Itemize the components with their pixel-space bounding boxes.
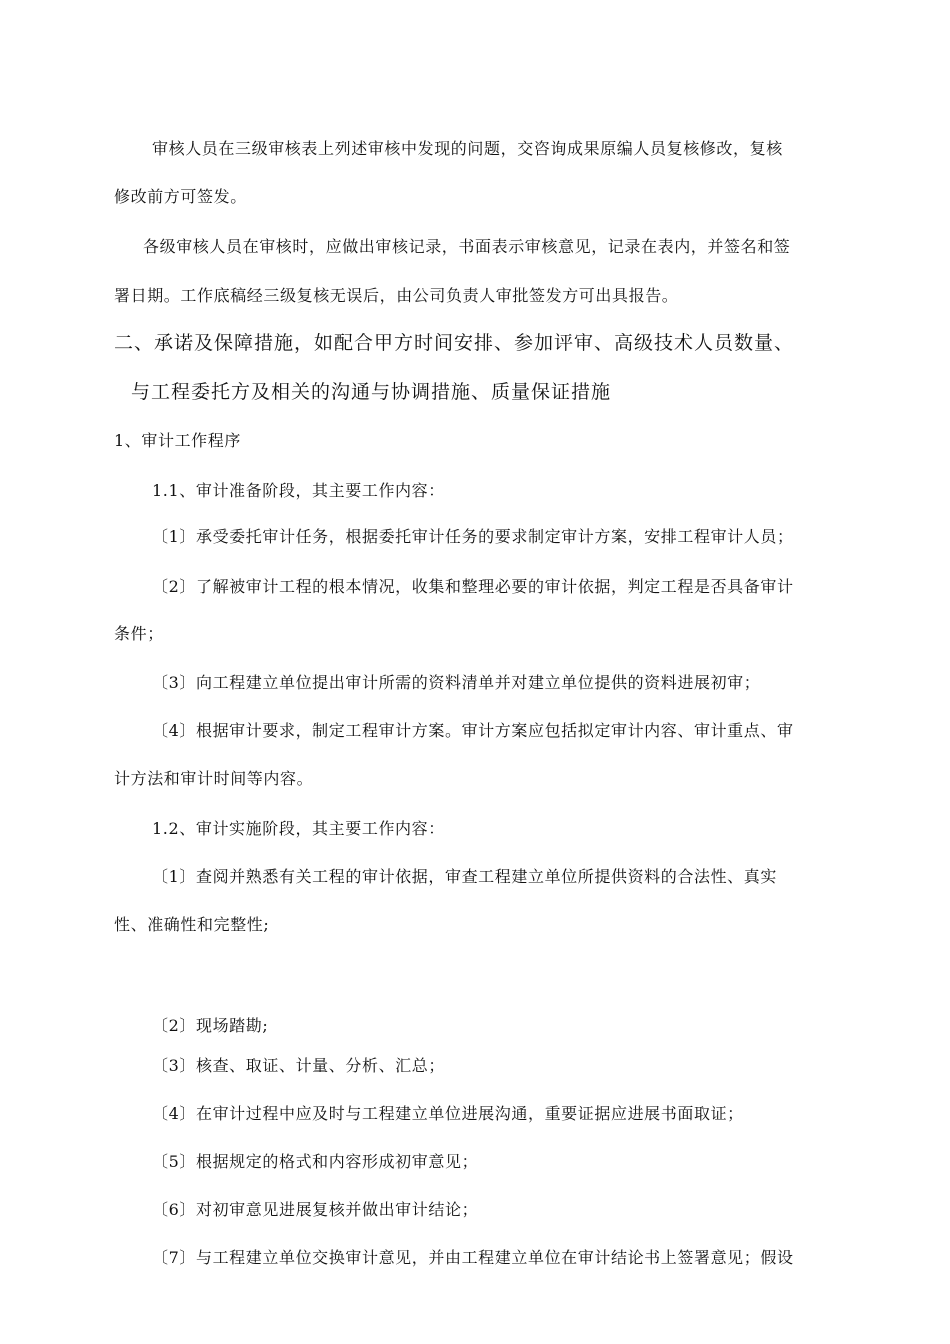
list-item: 〔7〕与工程建立单位交换审计意见，并由工程建立单位在审计结论书上签署意见；假设 (152, 1248, 794, 1267)
paragraph-line: 署日期。工作底稿经三级复核无误后，由公司负责人审批签发方可出具报告。 (114, 286, 679, 305)
subsection-title: 1、审计工作程序 (114, 431, 241, 450)
section-heading: 与工程委托方及相关的沟通与协调措施、质量保证措施 (131, 381, 612, 403)
paragraph-line: 各级审核人员在审核时，应做出审核记录，书面表示审核意见，记录在表内，并签名和签 (143, 237, 791, 256)
list-item: 〔3〕核查、取证、计量、分析、汇总； (152, 1056, 445, 1075)
list-item: 〔5〕根据规定的格式和内容形成初审意见； (152, 1152, 479, 1171)
list-item: 〔2〕现场踏勘; (152, 1016, 269, 1035)
list-item: 〔1〕承受委托审计任务，根据委托审计任务的要求制定审计方案，安排工程审计人员； (152, 527, 794, 546)
item-title: 1.2、审计实施阶段，其主要工作内容： (152, 819, 445, 838)
list-item: 〔2〕了解被审计工程的根本情况，收集和整理必要的审计依据，判定工程是否具备审计 (152, 577, 794, 596)
list-item: 〔3〕向工程建立单位提出审计所需的资料清单并对建立单位提供的资料进展初审； (152, 673, 761, 692)
paragraph-line: 审核人员在三级审核表上列述审核中发现的问题，交咨询成果原编人员复核修改，复核 (152, 139, 783, 158)
list-item: 〔6〕对初审意见进展复核并做出审计结论； (152, 1200, 479, 1219)
section-heading: 二、承诺及保障措施，如配合甲方时间安排、参加评审、高级技术人员数量、 (114, 332, 795, 354)
list-item: 计方法和审计时间等内容。 (114, 769, 314, 788)
list-item: 〔1〕查阅并熟悉有关工程的审计依据，审查工程建立单位所提供资料的合法性、真实 (152, 867, 777, 886)
paragraph-line: 修改前方可签发。 (114, 187, 247, 206)
list-item: 〔4〕根据审计要求，制定工程审计方案。审计方案应包括拟定审计内容、审计重点、审 (152, 721, 794, 740)
list-item: 条件； (114, 624, 164, 643)
list-item: 性、准确性和完整性; (114, 915, 270, 934)
item-title: 1.1、审计准备阶段，其主要工作内容： (152, 481, 445, 500)
list-item: 〔4〕在审计过程中应及时与工程建立单位进展沟通，重要证据应进展书面取证； (152, 1104, 744, 1123)
